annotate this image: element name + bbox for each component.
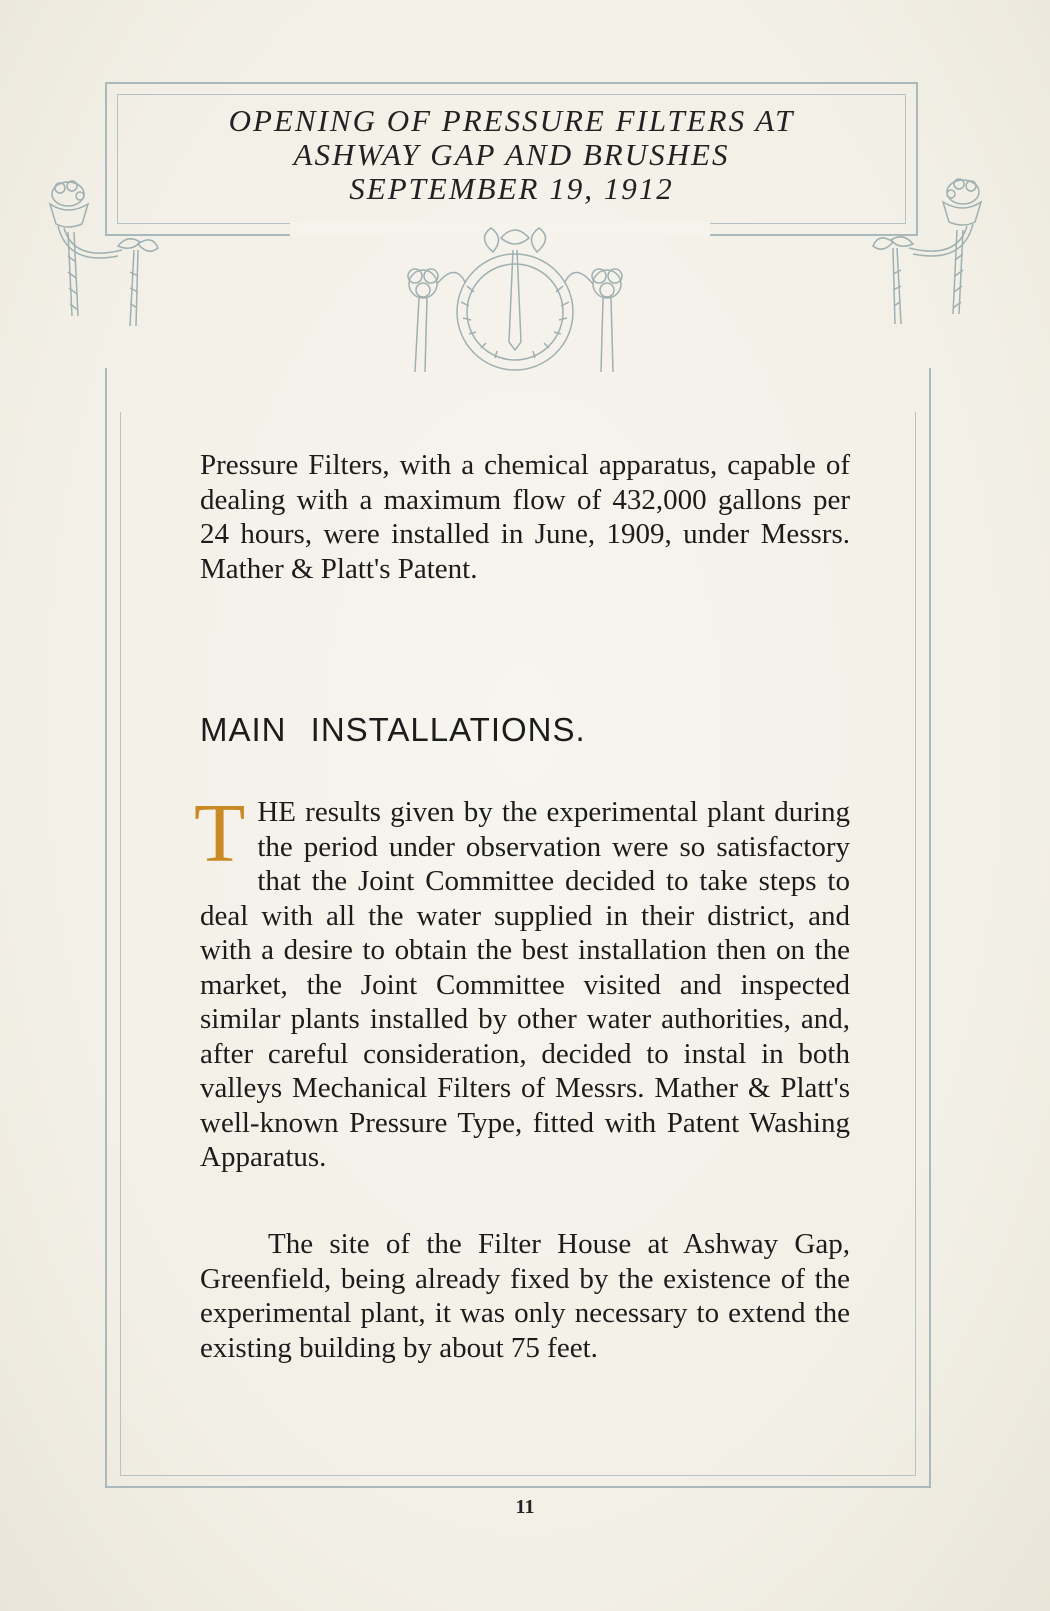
intro-paragraph: Pressure Filters, with a chemical apparatus, capable of dealing with a maximum flow of 432,000 gallons per 24 hours, were installed in June, 1909, under Messrs. Mather & Platt's Patent. bbox=[200, 449, 850, 585]
page-number: 11 bbox=[515, 1496, 535, 1518]
title-line-2: ASHWAY GAP AND BRUSHES bbox=[293, 137, 730, 172]
main-paragraph-text: HE results given by the experimental plant during the period under observation were so satisfactory that the Joint Committee decided to take steps to deal with all the water supplied in their district, and with a desire to obtain the best installation then on the market, the Joint Committee visited and inspected similar plants installed by other water authorities, and, after careful consideration, decided to instal in both valleys Mechanical Filters of Messrs. Mather & Platt's well-known Pressure Type, fitted with Patent Washing Apparatus. bbox=[200, 796, 850, 1173]
wreath-ornament-icon bbox=[395, 222, 635, 392]
site-paragraph: The site of the Filter House at Ashway Gap, Greenfield, being already fixed by the existence of the experimental plant, it was only necessary to extend the existing building by about 75 feet. bbox=[200, 1228, 850, 1364]
drop-cap-letter: T bbox=[194, 787, 246, 880]
title-line-3: SEPTEMBER 19, 1912 bbox=[349, 171, 674, 206]
right-basket-ornament-icon bbox=[868, 174, 993, 344]
page-title bbox=[117, 104, 906, 206]
left-basket-ornament-icon bbox=[38, 176, 163, 346]
title-line-1: OPENING OF PRESSURE FILTERS AT bbox=[228, 103, 795, 138]
main-paragraph bbox=[194, 787, 850, 1175]
section-heading: MAIN INSTALLATIONS. bbox=[200, 711, 586, 748]
